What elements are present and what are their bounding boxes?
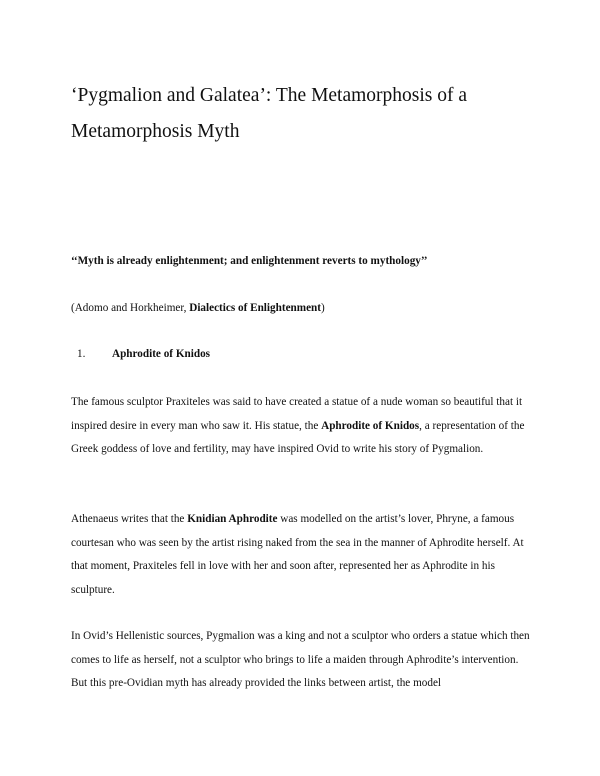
paragraph-2-text-b: was modelled on the artist’s lover, Phryne, a famous courtesan who was seen by the artist rising naked from the sea in the manner of Aphrodite herself. At that moment, Praxiteles fell in love with her and soon after, represented her as Aphrodite in his sculpture.: [71, 513, 524, 596]
epigraph-quote: ‘‘Myth is already enlightenment; and enlightenment reverts to mythology’’: [71, 255, 428, 267]
paragraph-3: In Ovid’s Hellenistic sources, Pygmalion was a king and not a sculptor who orders a statue which then comes to life as herself, not a sculptor who brings to life a maiden through Aphrodite’s intervention. But this pre-Ovidian myth has already provided the links between artist, the model: [71, 630, 530, 689]
paragraph-2-bold: Knidian Aphrodite: [187, 513, 278, 525]
attribution-work-title: Dialectics of Enlightenment: [189, 302, 321, 314]
document-title: ‘Pygmalion and Galatea’: The Metamorphosis of a Metamorphosis Myth: [71, 85, 468, 142]
section-title: Aphrodite of Knidos: [112, 348, 211, 360]
paragraph-1-text-b: , a representation of the Greek goddess of love and fertility, may have inspired Ovid to write his story of Pygmalion.: [71, 419, 525, 455]
paragraph-1-text-a: The famous sculptor Praxiteles was said to have created a statue of a nude woman so beautiful that it inspired desire in every man who saw it. His statue, the: [71, 396, 523, 432]
attribution-suffix: ): [320, 302, 325, 314]
paragraph-1-bold: Aphrodite of Knidos: [321, 419, 420, 432]
section-number: 1.: [77, 348, 86, 360]
section-heading: [71, 346, 541, 362]
epigraph-attribution: [71, 300, 541, 316]
paragraph-2-text-a: Athenaeus writes that the: [71, 513, 188, 525]
paragraph-1: [71, 391, 535, 462]
paragraph-2: [71, 508, 535, 602]
attribution-prefix: (Adomo and Horkheimer,: [71, 302, 190, 314]
